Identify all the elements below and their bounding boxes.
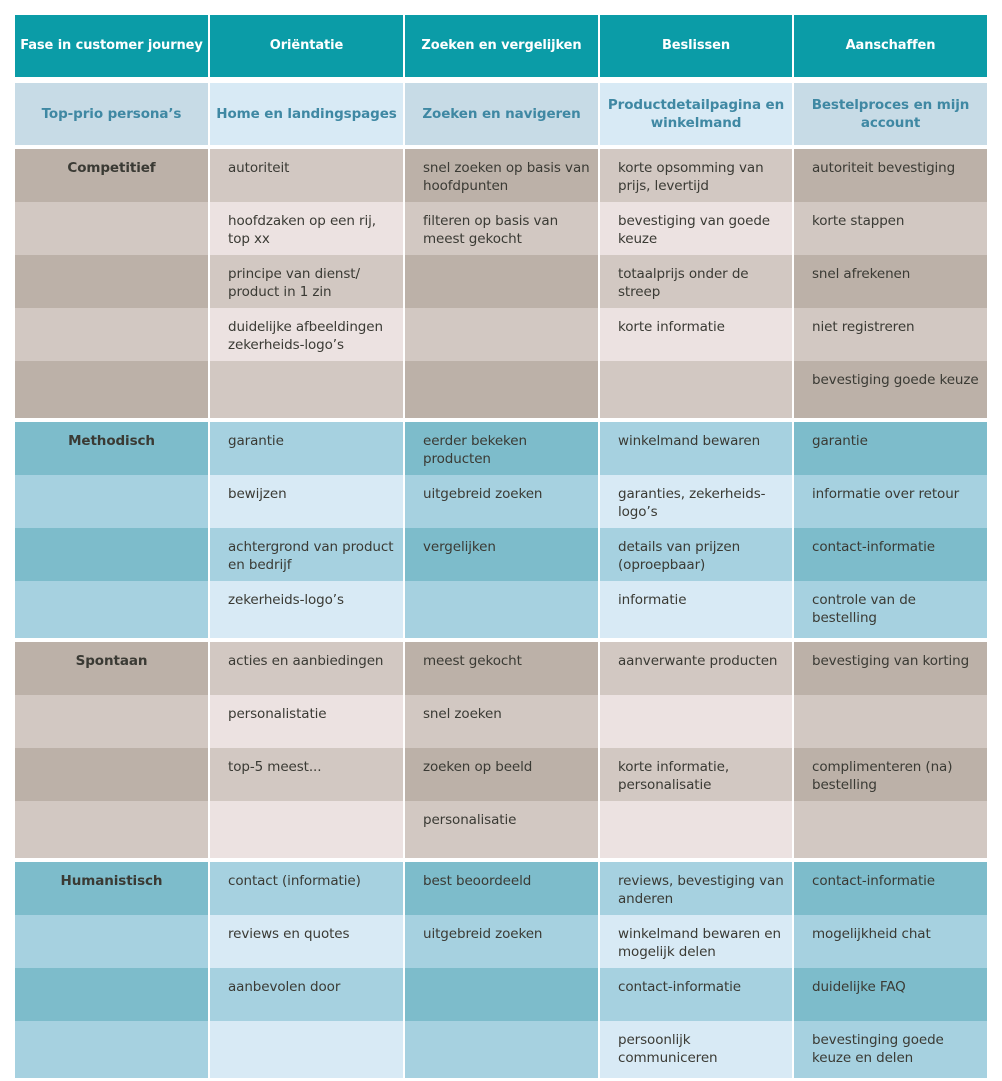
journey-cell: reviews, bevestiging van anderen <box>600 862 792 915</box>
persona-spacer <box>15 801 208 858</box>
journey-cell: garantie <box>210 422 403 475</box>
persona-label: Methodisch <box>15 422 208 475</box>
journey-cell <box>405 255 598 308</box>
journey-cell <box>210 801 403 858</box>
journey-cell: informatie <box>600 581 792 638</box>
header-row <box>15 15 987 77</box>
journey-cell: snel zoeken op basis van hoofdpunten <box>405 149 598 202</box>
persona-spacer <box>15 308 208 361</box>
journey-cell <box>210 361 403 418</box>
persona-row <box>15 475 987 528</box>
persona-row <box>15 149 987 202</box>
persona-row <box>15 361 987 418</box>
journey-cell <box>405 1021 598 1078</box>
persona-spacer <box>15 1021 208 1078</box>
journey-cell: contact (informatie) <box>210 862 403 915</box>
journey-cell: duidelijke afbeeldingen zekerheids-logo’s <box>210 308 403 361</box>
journey-cell: uitgebreid zoeken <box>405 475 598 528</box>
subheader-cell: Bestelproces en mijn account <box>794 83 987 145</box>
persona-spacer <box>15 528 208 581</box>
subheader-cell: Top-prio persona’s <box>15 83 208 145</box>
persona-row <box>15 862 987 915</box>
journey-cell: zekerheids-logo’s <box>210 581 403 638</box>
journey-cell: korte opsomming van prijs, levertijd <box>600 149 792 202</box>
journey-cell: contact-informatie <box>794 862 987 915</box>
persona-spacer <box>15 361 208 418</box>
persona-row <box>15 422 987 475</box>
persona-label: Humanistisch <box>15 862 208 915</box>
journey-cell: niet registreren <box>794 308 987 361</box>
journey-cell: garantie <box>794 422 987 475</box>
journey-cell: uitgebreid zoeken <box>405 915 598 968</box>
journey-cell: controle van de bestelling <box>794 581 987 638</box>
journey-cell: snel afrekenen <box>794 255 987 308</box>
journey-cell: reviews en quotes <box>210 915 403 968</box>
journey-cell: eerder bekeken producten <box>405 422 598 475</box>
journey-cell: meest gekocht <box>405 642 598 695</box>
journey-cell <box>600 361 792 418</box>
persona-row <box>15 801 987 858</box>
persona-row <box>15 255 987 308</box>
journey-cell: best beoordeeld <box>405 862 598 915</box>
persona-row <box>15 202 987 255</box>
persona-spacer <box>15 581 208 638</box>
journey-cell: bevestiging van goede keuze <box>600 202 792 255</box>
journey-cell: totaalprijs onder de streep <box>600 255 792 308</box>
journey-cell: bevestiging van korting <box>794 642 987 695</box>
persona-spacer <box>15 255 208 308</box>
journey-cell: mogelijkheid chat <box>794 915 987 968</box>
journey-cell: bewijzen <box>210 475 403 528</box>
header-cell: Beslissen <box>600 15 792 77</box>
journey-cell: achtergrond van product en bedrijf <box>210 528 403 581</box>
journey-cell <box>405 581 598 638</box>
journey-cell <box>405 308 598 361</box>
subheader-cell: Zoeken en navigeren <box>405 83 598 145</box>
journey-cell: hoofdzaken op een rij, top xx <box>210 202 403 255</box>
journey-cell <box>794 695 987 748</box>
journey-cell: winkelmand bewaren <box>600 422 792 475</box>
journey-cell: contact-informatie <box>600 968 792 1021</box>
journey-cell: duidelijke FAQ <box>794 968 987 1021</box>
journey-cell: persoonlijk communiceren <box>600 1021 792 1078</box>
persona-spacer <box>15 475 208 528</box>
journey-cell: filteren op basis van meest gekocht <box>405 202 598 255</box>
persona-label: Spontaan <box>15 642 208 695</box>
persona-row <box>15 581 987 638</box>
journey-cell: top-5 meest... <box>210 748 403 801</box>
persona-label: Competitief <box>15 149 208 202</box>
persona-row <box>15 1021 987 1078</box>
persona-row <box>15 695 987 748</box>
journey-cell: contact-informatie <box>794 528 987 581</box>
persona-spacer <box>15 202 208 255</box>
journey-cell: aanverwante producten <box>600 642 792 695</box>
journey-cell: complimenteren (na) bestelling <box>794 748 987 801</box>
header-cell: Oriëntatie <box>210 15 403 77</box>
journey-cell: autoriteit <box>210 149 403 202</box>
journey-cell: acties en aanbiedingen <box>210 642 403 695</box>
journey-cell: principe van dienst/ product in 1 zin <box>210 255 403 308</box>
journey-cell: personalistatie <box>210 695 403 748</box>
subheader-row <box>15 83 987 145</box>
journey-cell <box>405 361 598 418</box>
journey-cell: details van prijzen (oproepbaar) <box>600 528 792 581</box>
header-cell: Fase in customer journey <box>15 15 208 77</box>
journey-cell: korte informatie, personalisatie <box>600 748 792 801</box>
journey-cell: winkelmand bewaren en mogelijk delen <box>600 915 792 968</box>
journey-cell <box>210 1021 403 1078</box>
subheader-cell: Home en landingspages <box>210 83 403 145</box>
journey-cell: bevestiging goede keuze <box>794 361 987 418</box>
persona-spacer <box>15 915 208 968</box>
persona-row <box>15 642 987 695</box>
header-cell: Aanschaffen <box>794 15 987 77</box>
journey-cell: korte informatie <box>600 308 792 361</box>
journey-cell: personalisatie <box>405 801 598 858</box>
journey-cell: zoeken op beeld <box>405 748 598 801</box>
persona-row <box>15 748 987 801</box>
header-cell: Zoeken en vergelijken <box>405 15 598 77</box>
persona-spacer <box>15 695 208 748</box>
persona-row <box>15 968 987 1021</box>
journey-cell: aanbevolen door <box>210 968 403 1021</box>
persona-spacer <box>15 748 208 801</box>
persona-row <box>15 308 987 361</box>
journey-cell: autoriteit bevestiging <box>794 149 987 202</box>
subheader-cell: Productdetailpagina en winkelmand <box>600 83 792 145</box>
journey-cell: informatie over retour <box>794 475 987 528</box>
journey-cell: vergelijken <box>405 528 598 581</box>
journey-cell <box>600 801 792 858</box>
journey-cell: garanties, zekerheids-logo’s <box>600 475 792 528</box>
persona-row <box>15 915 987 968</box>
journey-cell <box>794 801 987 858</box>
journey-cell <box>600 695 792 748</box>
persona-row <box>15 528 987 581</box>
journey-cell <box>405 968 598 1021</box>
persona-spacer <box>15 968 208 1021</box>
journey-cell: korte stappen <box>794 202 987 255</box>
journey-cell: snel zoeken <box>405 695 598 748</box>
journey-cell: bevestinging goede keuze en delen <box>794 1021 987 1078</box>
